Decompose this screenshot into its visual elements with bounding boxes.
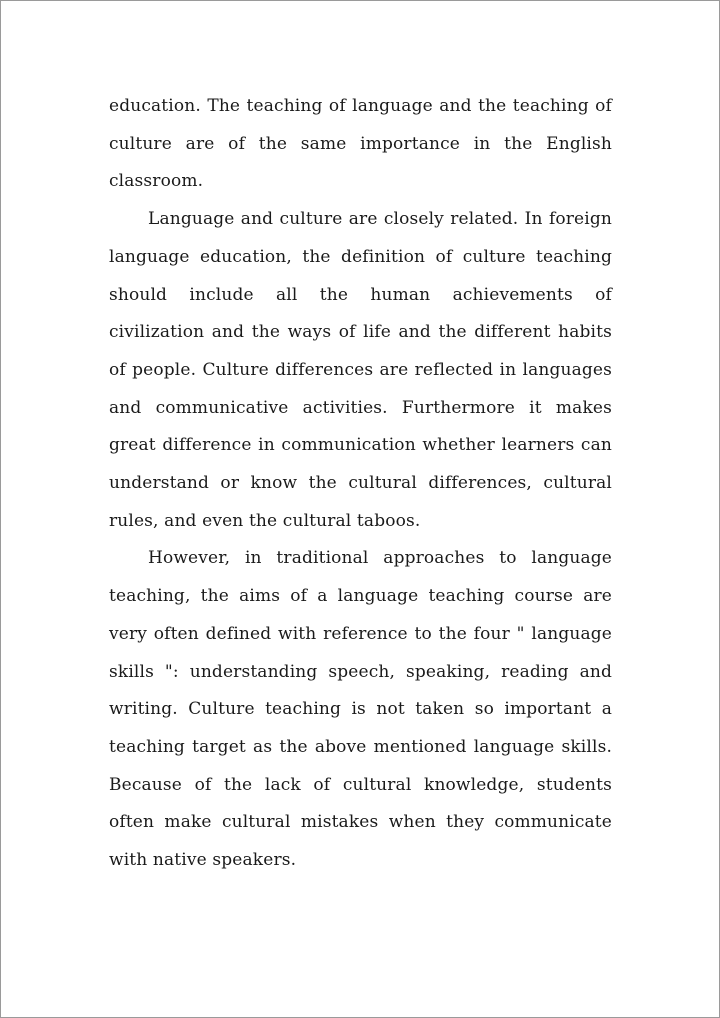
paragraph-continuation: education. The teaching of language and the teaching of culture are of the same importance in the English classroom. [109, 96, 612, 192]
paragraph-traditional-approaches: However, in traditional approaches to language teaching, the aims of a language teaching course are very often defined with reference to the four " language skills ": understanding speech, speaking, reading and writing. Culture teaching is not taken so important a teaching target as the above mentioned language skills. Because of the lack of cultural knowledge, students often make cultural mistakes when they communicate with native speakers. [109, 548, 612, 871]
body-text [109, 88, 612, 880]
paragraph-language-and-culture: Language and culture are closely related. In foreign language education, the definition of culture teaching should include all the human achievements of civilization and the ways of life and the different habits of people. Culture differences are reflected in languages and communicative activities. Furthermore it makes great difference in communication whether learners can understand or know the cultural differences, cultural rules, and even the cultural taboos. [109, 209, 612, 531]
